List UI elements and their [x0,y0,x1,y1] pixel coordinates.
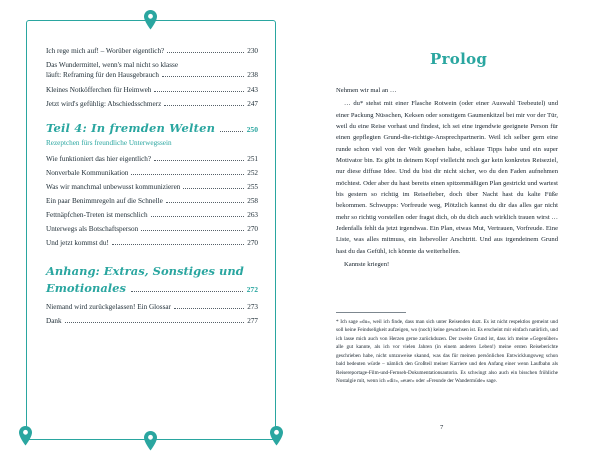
toc-entry[interactable] [46,154,258,164]
toc-leader-dots [166,202,244,203]
toc-appendix-heading[interactable] [46,281,258,295]
toc-entry-page: 230 [247,47,258,55]
toc-entry-label: Dank [46,316,62,325]
toc-entry-page: 263 [247,210,258,219]
toc-entry[interactable] [46,85,258,95]
toc-entry[interactable] [46,238,258,248]
toc-entry-page: 277 [247,316,258,325]
toc-entry-page: 270 [247,238,258,247]
toc-entry-label: Jetzt wird's gefühlig: Abschiedsschmerz [46,99,162,108]
toc-entry[interactable] [46,46,258,56]
toc-part-subtitle: Rezeptchen fürs freundliche Unterwegssein [46,139,172,148]
page-number: 7 [440,424,444,431]
right-page-prolog [300,0,600,463]
paragraph: … du* stehst mit einer Flasche Rotwein (oder einer Auswahl Teebeutel) und einer Packung Nüsschen, Keksen oder sonstigem Gaumenkitzel bei mir vor der Tür, weil du eine Reise vorhast und findest, ich sei eine irgendwie geeignete Person für einen gepflegten Grund-die-richtige-Ansprechpartnerin. Weil ich selber gern eine runde schon viel von der Welt gesehen habe, schlaue Tipps habe und ein super Motivator bin. Es gibt in deinem Kopf vielleicht noch gar kein konkretes Reiseziel, nur diese diffuse Idee. Und du bist dir nicht sicher, wo du den Faden aufnehmen möchtest. Oder aber du hast bereits einen spitzenmäßigen Plan gestrickt und wartest bis gestern so richtig im Reisefieber, doch über Nacht hast du kalte Füße bekommen. Schwupps: Vorfreude weg, Plötzlich kannst du dir das alles gar nicht mehr so richtig vorstellen oder fragst dich, ob du dich auch wirklich trauen wirst … Jedenfalls fehlt da jetzt irgendwas. Ein Plan, etwas Mut, Vertrauen, Vorfreude. Eine Liste, was alles mitmuss, ein liebevoller Arschtritt. Und aus irgendeinem Grund hast du das Gefühl, ich könnte da weiterhelfen. [336,100,558,255]
toc-leader-dots [65,322,245,323]
toc-part-title: Teil 4: In fremden Welten [46,121,216,136]
toc-leader-dots [141,230,244,231]
toc-entry[interactable] [46,99,258,109]
toc-entry-page: 243 [247,85,258,94]
map-pin-icon [17,425,34,447]
toc-leader-dots [151,216,245,217]
toc-entry-page: 247 [247,99,258,108]
toc-entry[interactable] [46,168,258,178]
toc-entry-page: 273 [247,303,258,311]
toc-entry[interactable] [46,224,258,234]
toc-entry-label: Ich rege mich auf! – Worüber eigentlich? [46,47,165,55]
toc-leader-dots [174,308,244,309]
toc-entry-label-line2: läuft: Reframing für den Hausgebrauch [46,71,159,80]
map-pin-icon [142,430,159,452]
toc-leader-dots [154,91,244,92]
toc-entry[interactable] [46,210,258,220]
toc-entry[interactable] [46,316,258,326]
map-pin-icon [142,9,159,31]
toc-entry-label: Ein paar Benimmregeln auf die Schnelle [46,197,163,205]
toc-leader-dots [131,174,244,175]
toc-entry-label: Nonverbale Kommunikation [46,169,129,178]
map-pin-icon [268,425,285,447]
toc-entry-label: Unterwegs als Botschaftsperson [46,224,139,233]
toc-entry-label: Wie funktioniert das hier eigentlich? [46,155,152,164]
toc-appendix-page: 272 [246,284,258,294]
toc-entry-page: 251 [247,155,258,164]
toc-entry[interactable] [46,182,258,192]
toc-leader-dots [131,291,243,292]
toc-leader-dots [162,76,244,77]
toc-appendix-title-line1: Anhang: Extras, Sonstiges und [46,264,244,279]
toc-leader-dots [167,52,244,53]
toc-entry-label: Und jetzt kommst du! [46,238,109,247]
chapter-title: Prolog [430,50,488,68]
paragraph: Kannste kriegen! [344,260,390,268]
paragraph: Nehmen wir mal an … [336,87,397,94]
toc-part-heading[interactable] [46,121,258,135]
body-text [336,85,558,272]
toc-entry[interactable] [46,302,258,312]
footnote-divider [336,312,406,313]
toc-leader-dots [112,244,244,245]
toc-entry-page: 270 [247,224,258,233]
toc-entry-label: Niemand wird zurückgelassen! Ein Glossar [46,303,171,311]
toc-list [46,46,258,330]
toc-leader-dots [183,188,244,189]
toc-leader-dots [154,160,244,161]
toc-entry-label: Das Wundermittel, wenn's mal nicht so klasse [46,60,179,69]
toc-appendix-title-line2: Emotionales [46,280,126,295]
toc-entry-label: Kleines Notköfferchen für Heimweh [46,85,152,94]
toc-entry-page: 258 [247,197,258,205]
toc-entry-label: Fettnäpfchen-Treten ist menschlich [46,210,148,219]
toc-entry-page: 238 [247,71,258,80]
toc-entry[interactable] [46,196,258,206]
toc-leader-dots [220,131,242,132]
toc-leader-dots [164,105,244,106]
toc-entry-page: 255 [247,183,258,192]
footnote-text: * Ich sage »du«, weil ich finde, dass man sich unter Reisenden duzt. Es ist nicht respektlos gemeint und soll keine Feindseligkeit aufzeigen, wo (noch) keine gewachsen ist. Es erscheint mir einfach natürlich, und ich lasse mich auch von Herzen gerne zurückduzen. Der zweite Grund ist, dass ich meine »Gegenüber« alle gut kannte, als ich vor vielen Jahren (in einem anderen Leben!) meine ersten Reiseberichte geschrieben habe, nicht umzuweise skannd, was das für meinen persönlichen Entwicklungsweg schon bald bedeuten würde – nämlich den Großteil meiner Karriere und den Anfang einer wenn Laufbahn als Reisereportage-Film-und-Fernseh-Dokumentationsautorin. Es schwingt also auch ein bisschen fröhliche Nostalgie mit, wenn ich »dir«, »euer« oder »Freunde der Wandermüde« sage. [336,319,558,384]
toc-part-page: 250 [246,125,258,135]
toc-entry-label: Was wir manchmal unbewusst kommunizieren [46,183,181,192]
toc-entry[interactable] [46,60,258,81]
toc-entry-page: 252 [247,169,258,178]
